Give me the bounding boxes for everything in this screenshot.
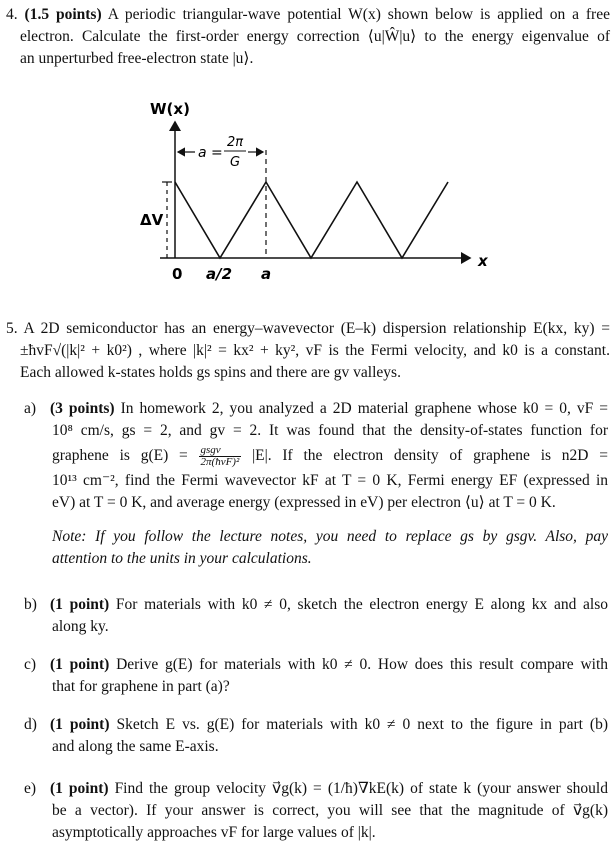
part-b-line-2: along ky.	[52, 618, 109, 635]
part-d-label: d)	[24, 716, 37, 733]
part-d	[24, 714, 609, 758]
part-b	[24, 594, 608, 638]
part-a-line-4: 10¹³ cm⁻², find the Fermi wavevector kF at T = 0 K, Fermi energy EF (expressed in	[52, 472, 608, 489]
triangular-wave	[175, 182, 448, 258]
part-a	[24, 398, 609, 570]
part-d-line-1	[24, 714, 609, 736]
part-e-points: (1 point)	[50, 780, 109, 797]
q4-points: (1.5 points)	[24, 6, 102, 23]
part-b-line-1	[24, 594, 608, 616]
y-axis-label: W(x)	[150, 100, 190, 118]
part-b-points: (1 point)	[50, 596, 110, 613]
part-a-text-3b: |E|. If the electron density of graphene is n2D =	[252, 447, 609, 464]
part-b-label: b)	[24, 596, 37, 613]
part-b-text-1: For materials with k0 ≠ 0, sketch the electron energy E along kx and also	[115, 596, 608, 613]
tick-half-period: a/2	[206, 265, 233, 283]
dos-fraction-num: gsgv	[199, 445, 242, 457]
part-c-text-1: Derive g(E) for materials with k0 ≠ 0. How does this result compare with	[116, 656, 608, 673]
dos-fraction	[199, 445, 242, 468]
part-a-text-1: In homework 2, you analyzed a 2D material graphene whose k0 = 0, vF =	[120, 400, 609, 417]
part-c-line-1	[24, 654, 608, 676]
part-a-note-1: Note: If you follow the lecture notes, you need to replace gs by gsgv. Also, pay	[52, 528, 608, 545]
part-a-label: a)	[24, 400, 37, 417]
part-e-label: e)	[24, 780, 37, 797]
period-label-den: G	[230, 155, 241, 170]
part-a-line-1	[24, 398, 609, 420]
question-5	[6, 318, 610, 384]
part-a-note-2: attention to the units in your calculations.	[52, 550, 312, 567]
part-a-text-3a: graphene is g(E) =	[52, 447, 188, 464]
q5-line-3: Each allowed k-states holds gs spins and there are gv valleys.	[20, 364, 401, 381]
part-c-line-2: that for graphene in part (a)?	[52, 678, 230, 695]
tick-zero: 0	[172, 265, 183, 283]
q4-number: 4.	[6, 6, 18, 23]
x-axis-label: x	[478, 252, 488, 270]
part-e-line-2: be a vector). If your answer is correct, you will see that the magnitude of v⃗g(k)	[52, 802, 608, 819]
part-d-line-2: and along the same E-axis.	[52, 738, 219, 755]
part-d-points: (1 point)	[50, 716, 110, 733]
part-a-line-3	[52, 442, 608, 470]
dos-fraction-den: 2π(ħvF)²	[200, 455, 240, 468]
q5-line-2: ±ħvF√(|k|² + k0²) , where |k|² = kx² + ky², vF is the Fermi velocity, and k0 is a constant.	[20, 342, 610, 359]
part-c-points: (1 point)	[50, 656, 110, 673]
period-label-a: a =	[198, 145, 223, 161]
period-label-num: 2π	[227, 135, 244, 150]
part-e-line-1	[24, 778, 608, 800]
q5-text-1: A 2D semiconductor has an energy–wavevector (E–k) dispersion relationship E(kx, ky) =	[23, 320, 610, 337]
part-c-label: c)	[24, 656, 37, 673]
q5-number: 5.	[6, 320, 18, 337]
part-a-line-5: eV) at T = 0 K, and average energy (expressed in eV) per electron ⟨u⟩ at T = 0 K.	[52, 494, 556, 511]
tick-period: a	[261, 265, 272, 283]
part-d-text-1: Sketch E vs. g(E) for materials with k0 ≠ 0 next to the figure in part (b)	[116, 716, 609, 733]
part-a-points: (3 points)	[50, 400, 115, 417]
part-c	[24, 654, 608, 698]
part-a-line-2: 10⁸ cm/s, gs = 2, and gv = 2. It was found that the density-of-states function for	[52, 422, 608, 439]
part-e	[24, 778, 608, 844]
q4-line-2: electron. Calculate the first-order energy correction ⟨u|Ŵ|u⟩ to the energy eigenvalue of	[20, 28, 610, 45]
q5-line-1	[6, 318, 610, 340]
part-e-line-3: asymptotically approaches vF for large values of |k|.	[52, 824, 376, 841]
amplitude-label: ΔV	[140, 211, 164, 229]
q4-line-3: an unperturbed free-electron state |u⟩.	[20, 50, 254, 67]
part-e-text-1: Find the group velocity v⃗g(k) = (1/ħ)∇kE(k) of state k (your answer should	[114, 780, 608, 797]
triangular-wave-figure	[0, 0, 616, 300]
q4-text-1: A periodic triangular-wave potential W(x) shown below is applied on a free	[107, 6, 610, 23]
